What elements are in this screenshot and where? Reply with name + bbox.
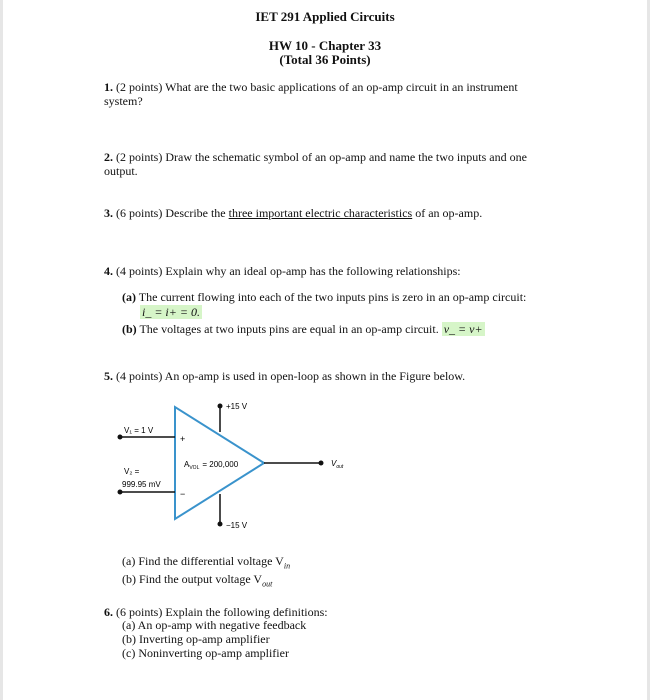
question-4a-label: (a) bbox=[122, 290, 136, 304]
question-5b bbox=[122, 572, 272, 591]
question-4a-equation bbox=[140, 305, 202, 320]
question-4b bbox=[122, 322, 562, 337]
question-4b-label: (b) bbox=[122, 322, 137, 336]
vout-label bbox=[331, 459, 344, 470]
inverting-input-node bbox=[118, 490, 123, 495]
question-5-number: 5. bbox=[104, 369, 113, 383]
plus-sign: + bbox=[180, 434, 186, 444]
noninverting-input-node bbox=[118, 435, 123, 440]
negative-supply-node bbox=[218, 522, 223, 527]
question-5-text: (4 points) An op-amp is used in open-loop as shown in the Figure below. bbox=[116, 369, 466, 383]
v2-value: 999.95 mV bbox=[122, 480, 161, 489]
question-5b-text: (b) Find the output voltage V bbox=[122, 572, 263, 586]
question-6b: (b) Inverting op-amp amplifier bbox=[122, 632, 270, 646]
question-6-text: (6 points) Explain the following definitions: bbox=[116, 605, 328, 619]
vout-symbol: V bbox=[331, 459, 337, 468]
positive-supply-label: +15 V bbox=[226, 402, 248, 411]
question-1-text: (2 points) What are the two basic applications of an op-amp circuit in an instrument system? bbox=[104, 80, 518, 108]
question-5a bbox=[122, 554, 290, 573]
v2-label: V₂ = bbox=[124, 467, 140, 476]
minus-sign: − bbox=[180, 489, 186, 499]
op-amp-circuit-figure bbox=[110, 395, 370, 535]
total-points: (Total 36 Points) bbox=[279, 52, 371, 67]
question-5a-text: (a) Find the differential voltage V bbox=[122, 554, 284, 568]
course-title: IET 291 Applied Circuits bbox=[255, 9, 395, 24]
positive-supply-node bbox=[218, 404, 223, 409]
hw-title: HW 10 - Chapter 33 bbox=[268, 38, 382, 53]
question-4 bbox=[104, 264, 564, 278]
question-2-number: 2. bbox=[104, 150, 113, 164]
question-6c: (c) Noninverting op-amp amplifier bbox=[122, 646, 289, 660]
question-3-text: (6 points) Describe the bbox=[116, 206, 229, 220]
question-4a bbox=[122, 290, 562, 305]
negative-supply-label: −15 V bbox=[226, 521, 248, 530]
question-6 bbox=[104, 605, 564, 619]
question-4a-text: The current flowing into each of the two inputs pins is zero in an op-amp circuit: bbox=[138, 290, 527, 304]
question-5 bbox=[104, 369, 564, 383]
output-node bbox=[319, 461, 324, 466]
question-4b-text: The voltages at two inputs pins are equal in an op-amp circuit. bbox=[139, 322, 439, 336]
question-6a: (a) An op-amp with negative feedback bbox=[122, 618, 307, 632]
question-4-text: (4 points) Explain why an ideal op-amp has the following relationships: bbox=[116, 264, 461, 278]
question-5a-subscript: in bbox=[283, 561, 291, 571]
question-5b-subscript: out bbox=[262, 579, 273, 589]
v1-label: V₁ = 1 V bbox=[124, 426, 154, 435]
gain-value: = 200,000 bbox=[202, 460, 239, 469]
question-3 bbox=[104, 206, 564, 220]
vout-subscript: out bbox=[336, 464, 344, 470]
gain-subscript: VOL bbox=[189, 465, 200, 471]
question-2-text: (2 points) Draw the schematic symbol of an op-amp and name the two inputs and one output. bbox=[104, 150, 527, 178]
question-4-number: 4. bbox=[104, 264, 113, 278]
question-1-number: 1. bbox=[104, 80, 113, 94]
question-3-text-end: of an op-amp. bbox=[412, 206, 483, 220]
question-1 bbox=[104, 80, 544, 108]
question-3-underlined: three important electric characteristics bbox=[228, 206, 413, 220]
equation-voltages-equal: v_ = v+ bbox=[443, 322, 483, 336]
question-6-number: 6. bbox=[104, 605, 113, 619]
question-3-number: 3. bbox=[104, 206, 113, 220]
gain-symbol: A bbox=[184, 460, 190, 469]
equation-currents-zero: i_ = i+ = 0. bbox=[142, 305, 200, 319]
question-2 bbox=[104, 150, 544, 178]
page-left-edge bbox=[0, 0, 3, 700]
